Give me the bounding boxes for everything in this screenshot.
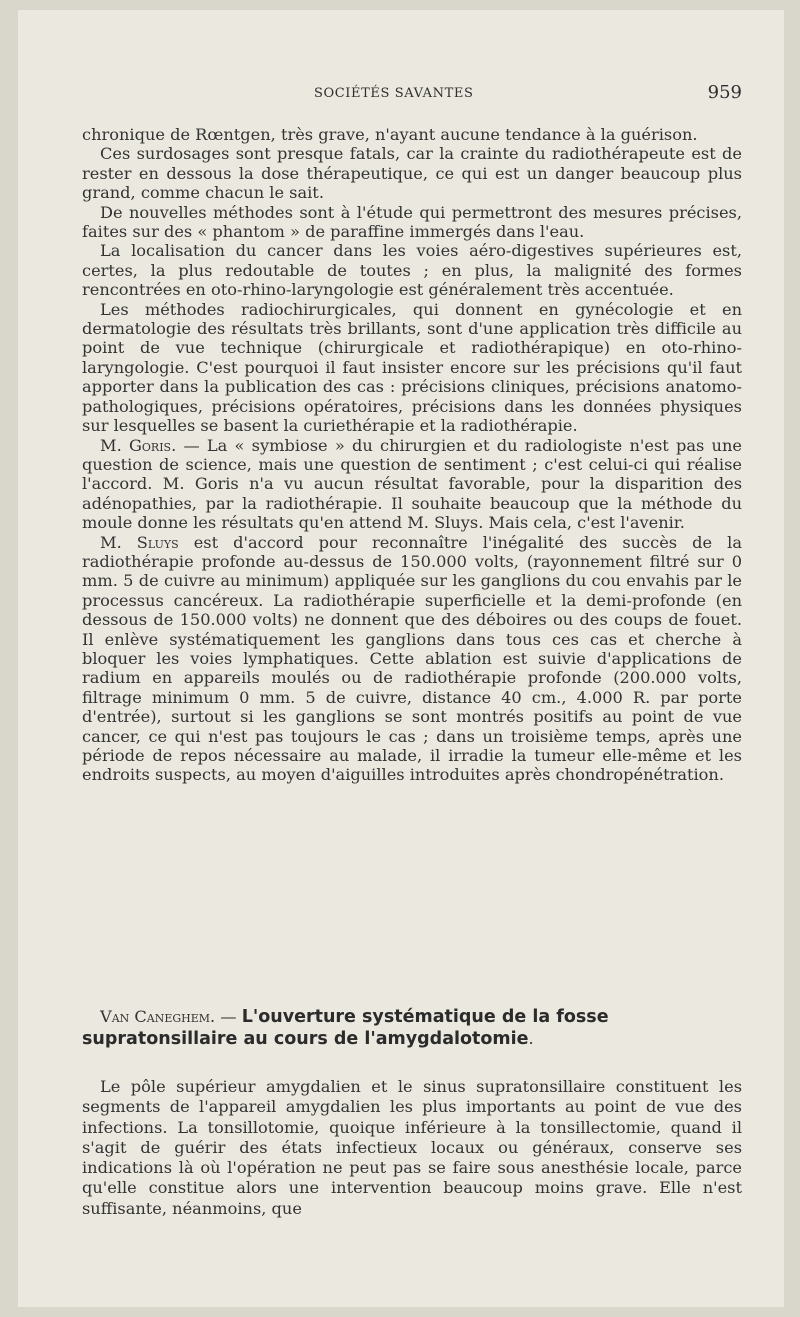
paragraph: Les méthodes radiochirurgicales, qui donnent en gynécologie et en dermatologie des résultats très brillants, sont d'une application très difficile au point de vue technique (chirurgicale et radiothérapique) en oto-rhino-laryngologie. C'est pourquoi il faut insister encore sur les précisions qu'il faut apporter dans la publication des cas : précisions cliniques, précisions anatomo-pathologiques, précisions opératoires, précisions dans les données physiques sur lesquelles se basent la curiethérapie et la radiothérapie.: [82, 299, 742, 436]
paragraph-goris: [82, 436, 742, 533]
page-number: 959: [707, 82, 742, 103]
scanned-page: [18, 10, 784, 1307]
section-heading: [82, 1006, 742, 1050]
section-end: .: [528, 1029, 534, 1048]
paragraph: chronique de Rœntgen, très grave, n'ayant aucune tendance à la guérison.: [82, 125, 698, 144]
speaker-text: — La « symbiose » du chirurgien et du radiologiste n'est pas une question de science, mais une question de sentiment ; c'est celui-ci qui réalise l'accord. M. Goris n'a vu aucun résultat favorable, pour la disparition des adénopathies, par la radiothérapie. Il souhaite beaucoup que la méthode du moule donne les résultats qu'en attend M. Sluys. Mais cela, c'est l'avenir.: [82, 435, 742, 533]
speaker-text: est d'accord pour reconnaître l'inégalité des succès de la radiothérapie profonde au-dessus de 150.000 volts, (rayonnement filtré sur 0 mm. 5 de cuivre au minimum) appliquée sur les ganglions du cou envahis par le processus cancéreux. La radiothérapie superficielle et la demi-profonde (en dessous de 150.000 volts) ne donnent que des déboires ou des coups de fouet. Il enlève systématiquement les ganglions dans tous ces cas et cherche à bloquer les voies lymphatiques. Cette ablation est suivie d'applications de radium en appareils moulés ou de radiothérapie profonde (200.000 volts, filtrage minimum 0 mm. 5 de cuivre, distance 40 cm., 4.000 R. par porte d'entrée), surtout si les ganglions se sont montrés positifs au point de vue cancer, ce qui n'est pas toujours le cas ; dans un troisième temps, après une période de repos nécessaire au malade, il irradie la tumeur elle-même et les endroits suspects, au moyen d'aiguilles introduites après chondropénétration.: [82, 532, 743, 785]
paragraph-sluys: [82, 533, 742, 785]
section-dash: —: [215, 1007, 242, 1026]
section-author: Van Caneghem.: [100, 1007, 216, 1026]
paragraph: La localisation du cancer dans les voies aéro-digestives supérieures est, certes, la plus redoutable de toutes ; en plus, la malignité des formes rencontrées en oto-rhino-laryngologie est généralement très accentuée.: [82, 241, 742, 300]
speaker-name: M. Goris.: [100, 435, 177, 455]
running-title: SOCIÉTÉS SAVANTES: [314, 86, 474, 101]
speaker-name: M. Sluys: [100, 532, 179, 552]
paragraph: De nouvelles méthodes sont à l'étude qui permettront des mesures précises, faites sur des « phantom » de paraffine immergés dans l'eau.: [82, 202, 742, 242]
paragraph: Le pôle supérieur amygdalien et le sinus supratonsillaire constituent les segments de l'appareil amygdalien les plus importants au point de vue des infections. La tonsillotomie, quoique inférieure à la tonsillectomie, quand il s'agit de guérir des états infectieux locaux ou généraux, conserve ses indications là où l'opération ne peut pas se faire sous anesthésie locale, parce qu'elle constitue alors une intervention beaucoup moins grave. Elle n'est suffisante, néanmoins, que: [82, 1077, 742, 1218]
section-title: L'ouverture systématique de la fosse supratonsillaire au cours de l'amygdalotomie: [82, 1007, 609, 1049]
paragraph: Ces surdosages sont presque fatals, car la crainte du radiothérapeute est de rester en dessous la dose thérapeutique, ce qui est un danger beaucoup plus grand, comme chacun le sait.: [82, 144, 742, 203]
page-header: [18, 80, 784, 110]
section-body: [82, 1077, 742, 1219]
body-text: [82, 125, 742, 785]
